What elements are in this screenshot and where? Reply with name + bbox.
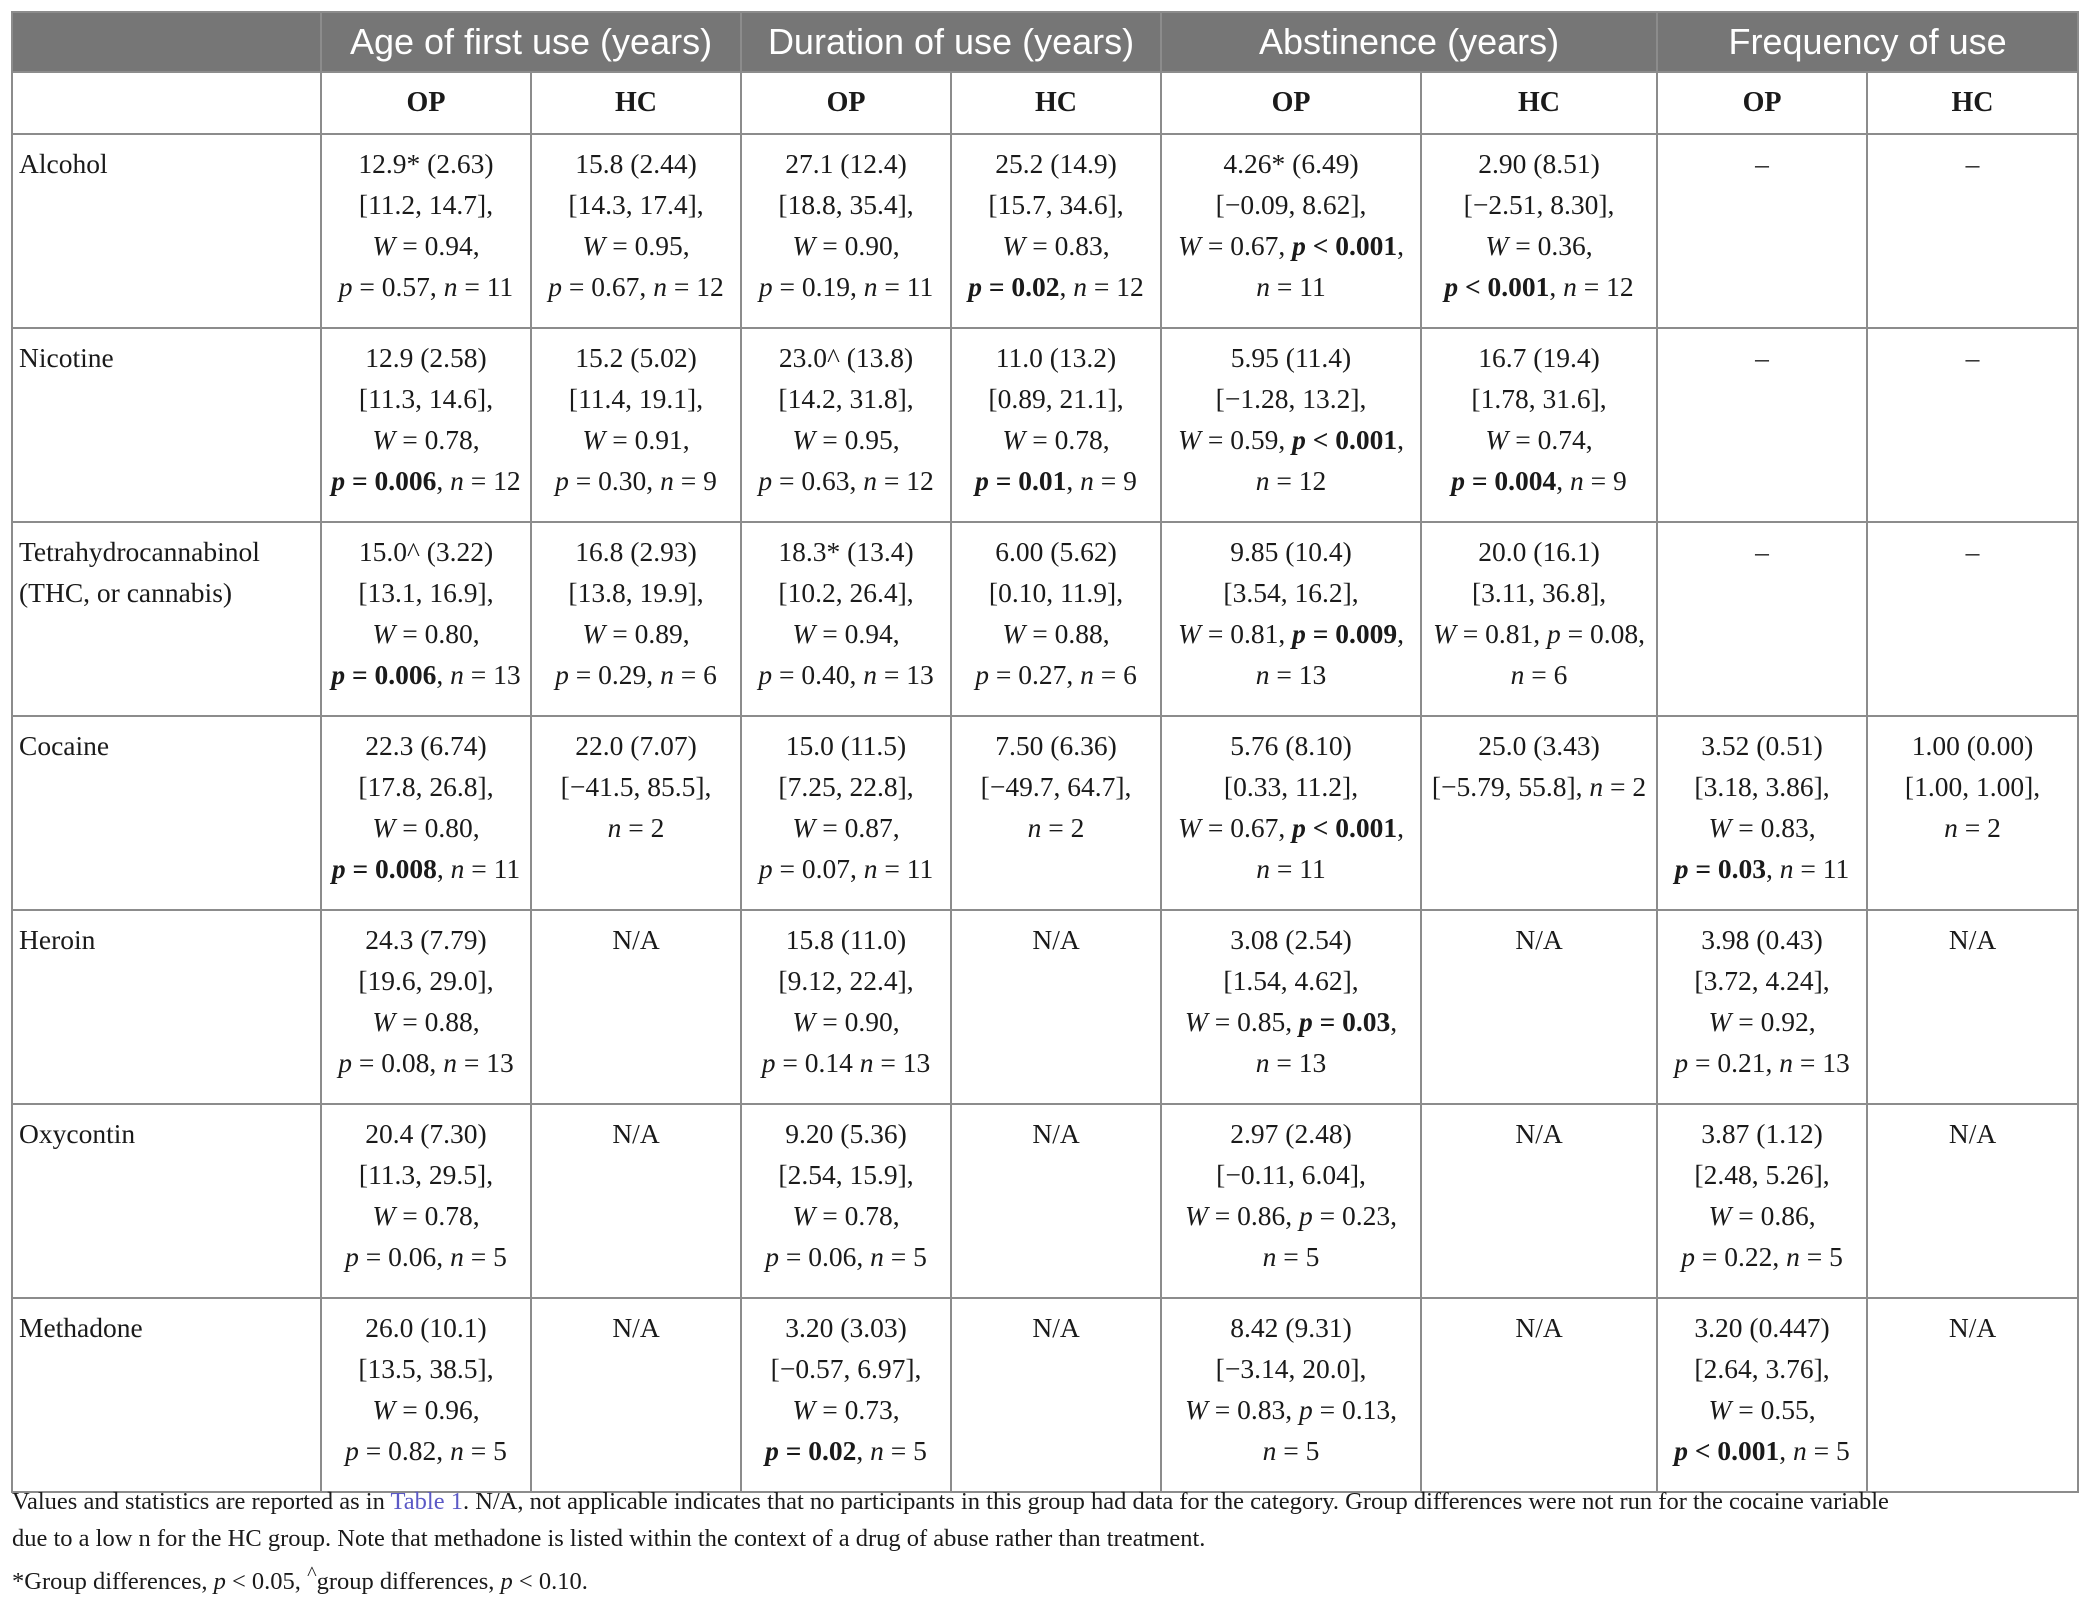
subheader-op: OP (741, 72, 951, 134)
cell-hc-age (531, 910, 741, 1104)
cell-line: W = 0.94, (792, 618, 900, 649)
cell-line: W = 0.96, (372, 1394, 480, 1425)
row-label (12, 134, 321, 328)
footnote-line-3: *Group differences, p < 0.05, ^group differences, p < 0.10. (12, 1563, 588, 1596)
subheader-hc: HC (1421, 72, 1657, 134)
cell-line: 5.76 (8.10) (1230, 730, 1352, 761)
cell-op-duration (741, 328, 951, 522)
cell-line: [1.78, 31.6], (1471, 383, 1607, 414)
cell-line: 25.0 (3.43) (1478, 730, 1600, 761)
row-label-line: Methadone (19, 1312, 143, 1343)
table-row (12, 1298, 2078, 1492)
cell-line: [−3.14, 20.0], (1215, 1353, 1367, 1384)
cell-line: 11.0 (13.2) (995, 342, 1117, 373)
cell-op-abstinence (1161, 716, 1421, 910)
cell-line: 12.9* (2.63) (358, 148, 494, 179)
cell-hc-duration (951, 910, 1161, 1104)
cell-line: [1.00, 1.00], (1904, 771, 2041, 802)
cell-hc-abstinence (1421, 134, 1657, 328)
cell-line: [0.89, 21.1], (988, 383, 1124, 414)
cell-hc-duration (951, 716, 1161, 910)
cell-op-abstinence (1161, 1298, 1421, 1492)
cell-line: 2.90 (8.51) (1478, 148, 1600, 179)
cell-line: [18.8, 35.4], (778, 189, 914, 220)
cell-hc-frequency (1867, 716, 2078, 910)
cell-line: p = 0.006, n = 13 (331, 659, 521, 690)
cell-line: 20.4 (7.30) (365, 1118, 487, 1149)
cell-line: 25.2 (14.9) (995, 148, 1117, 179)
table-row (12, 910, 2078, 1104)
cell-line: W = 0.90, (792, 230, 900, 261)
cell-line: W = 0.74, (1485, 424, 1593, 455)
cell-hc-duration (951, 134, 1161, 328)
cell-hc-abstinence (1421, 910, 1657, 1104)
cell-hc-frequency (1867, 1104, 2078, 1298)
cell-line: 15.8 (2.44) (575, 148, 697, 179)
cell-line: p = 0.03, n = 11 (1674, 853, 1850, 884)
subheader-hc: HC (951, 72, 1161, 134)
cell-line: – (1965, 148, 1980, 179)
row-label-line: Tetrahydrocannabinol (19, 536, 260, 567)
cell-line: [2.54, 15.9], (778, 1159, 914, 1190)
cell-line: [1.54, 4.62], (1223, 965, 1359, 996)
cell-line: p = 0.06, n = 5 (765, 1241, 927, 1272)
cell-line: – (1755, 342, 1769, 373)
row-label (12, 522, 321, 716)
cell-line: 9.20 (5.36) (785, 1118, 907, 1149)
cell-line: W = 0.78, (372, 424, 480, 455)
cell-line: [15.7, 34.6], (988, 189, 1124, 220)
row-label (12, 1298, 321, 1492)
cell-op-abstinence (1161, 328, 1421, 522)
cell-line: W = 0.95, (582, 230, 690, 261)
cell-op-frequency (1657, 910, 1867, 1104)
cell-op-abstinence (1161, 1104, 1421, 1298)
cell-line: n = 6 (1510, 659, 1568, 690)
cell-line: p = 0.06, n = 5 (345, 1241, 507, 1272)
cell-line: 16.7 (19.4) (1478, 342, 1600, 373)
cell-line: N/A (1032, 1118, 1080, 1149)
corner-cell (12, 12, 321, 72)
cell-line: [−49.7, 64.7], (980, 771, 1132, 802)
footnote-text: . N/A, not applicable indicates that no participants in this group had data for the category. Group differences were not run for the cocaine variable (462, 1488, 1889, 1515)
cell-line: p = 0.27, n = 6 (975, 659, 1137, 690)
footnote-line-2: due to a low n for the HC group. Note that methadone is listed within the context of a drug of abuse rather than treatment. (12, 1525, 1206, 1552)
cell-op-frequency (1657, 1298, 1867, 1492)
row-label (12, 716, 321, 910)
cell-line: W = 0.78, (372, 1200, 480, 1231)
cell-line: – (1965, 342, 1980, 373)
cell-line: 3.20 (3.03) (785, 1312, 907, 1343)
cell-line: 9.85 (10.4) (1230, 536, 1352, 567)
cell-line: N/A (1948, 1312, 1997, 1343)
row-label (12, 1104, 321, 1298)
row-label-line: (THC, or cannabis) (19, 577, 233, 608)
cell-line: W = 0.95, (792, 424, 900, 455)
cell-line: [11.3, 29.5], (358, 1159, 494, 1190)
cell-line: N/A (1515, 1312, 1563, 1343)
cell-line: – (1755, 536, 1769, 567)
cell-line: p = 0.08, n = 13 (338, 1047, 514, 1078)
cell-op-duration (741, 910, 951, 1104)
cell-line: [0.33, 11.2], (1223, 771, 1359, 802)
cell-hc-frequency (1867, 522, 2078, 716)
cell-hc-age (531, 716, 741, 910)
cell-op-abstinence (1161, 522, 1421, 716)
cell-line: [13.1, 16.9], (358, 577, 494, 608)
cell-line: N/A (1948, 924, 1997, 955)
cell-line: N/A (1515, 1118, 1563, 1149)
cell-line: [11.3, 14.6], (358, 383, 494, 414)
cell-line: 22.0 (7.07) (575, 730, 697, 761)
cell-line: W = 0.87, (792, 812, 900, 843)
cell-line: n = 5 (1262, 1435, 1320, 1466)
cell-line: p = 0.006, n = 12 (331, 465, 521, 496)
cell-op-frequency (1657, 328, 1867, 522)
row-label (12, 328, 321, 522)
cell-line: p = 0.22, n = 5 (1681, 1241, 1843, 1272)
cell-line: p < 0.001, n = 5 (1674, 1435, 1850, 1466)
header-abstinence: Abstinence (years) (1161, 12, 1657, 72)
cell-op-age (321, 134, 531, 328)
cell-line: p < 0.001, n = 12 (1444, 271, 1634, 302)
cell-line: – (1965, 536, 1980, 567)
cell-line: 3.87 (1.12) (1701, 1118, 1823, 1149)
cell-line: W = 0.88, (372, 1006, 480, 1037)
table-row (12, 328, 2078, 522)
cell-line: [−0.11, 6.04], (1216, 1159, 1366, 1190)
cell-op-age (321, 328, 531, 522)
cell-line: p = 0.02, n = 5 (765, 1435, 927, 1466)
subheader-hc: HC (1867, 72, 2078, 134)
cell-line: W = 0.91, (582, 424, 690, 455)
cell-line: 5.95 (11.4) (1230, 342, 1352, 373)
cell-line: n = 11 (1256, 853, 1326, 884)
cell-hc-abstinence (1421, 1298, 1657, 1492)
row-label-line: Cocaine (19, 730, 110, 761)
cell-line: 15.8 (11.0) (785, 924, 907, 955)
cell-line: W = 0.80, (372, 812, 480, 843)
footnote-line-1 (12, 1483, 1889, 1520)
table-row (12, 522, 2078, 716)
cell-line: [11.4, 19.1], (568, 383, 704, 414)
table-container (11, 11, 2077, 1493)
cell-line: p = 0.07, n = 11 (758, 853, 934, 884)
cell-hc-age (531, 328, 741, 522)
row-label-line: Alcohol (19, 148, 108, 179)
table-row (12, 134, 2078, 328)
cell-line: W = 0.92, (1708, 1006, 1816, 1037)
cell-line: 8.42 (9.31) (1230, 1312, 1352, 1343)
footnote-text: Values and statistics are reported as in (12, 1488, 391, 1515)
cell-line: N/A (612, 1312, 660, 1343)
subheader-hc: HC (531, 72, 741, 134)
cell-line: N/A (1948, 1118, 1997, 1149)
cell-line: [3.72, 4.24], (1694, 965, 1830, 996)
cell-op-duration (741, 716, 951, 910)
cell-line: n = 2 (1027, 812, 1085, 843)
cell-line: 2.97 (2.48) (1230, 1118, 1352, 1149)
cell-line: [11.2, 14.7], (358, 189, 494, 220)
table-1-link[interactable]: Table 1 (390, 1488, 463, 1515)
cell-hc-duration (951, 1298, 1161, 1492)
cell-hc-duration (951, 522, 1161, 716)
cell-line: W = 0.67, p < 0.001, (1178, 230, 1404, 261)
substance-use-table (11, 11, 2079, 1493)
group-header-row (12, 12, 2078, 72)
cell-line: [7.25, 22.8], (778, 771, 914, 802)
cell-line: n = 2 (607, 812, 665, 843)
table-row (12, 716, 2078, 910)
cell-hc-age (531, 1298, 741, 1492)
cell-line: 12.9 (2.58) (365, 342, 487, 373)
cell-line: W = 0.59, p < 0.001, (1178, 424, 1404, 455)
cell-op-frequency (1657, 716, 1867, 910)
cell-hc-frequency (1867, 910, 2078, 1104)
cell-line: 3.52 (0.51) (1701, 730, 1823, 761)
cell-line: W = 0.85, p = 0.03, (1184, 1006, 1398, 1037)
cell-line: 3.98 (0.43) (1701, 924, 1823, 955)
cell-hc-abstinence (1421, 716, 1657, 910)
cell-line: W = 0.86, (1708, 1200, 1816, 1231)
cell-op-abstinence (1161, 134, 1421, 328)
table-body (12, 134, 2078, 1492)
cell-line: p = 0.30, n = 9 (555, 465, 717, 496)
cell-line: 24.3 (7.79) (365, 924, 487, 955)
cell-line: N/A (612, 1118, 660, 1149)
cell-line: [3.18, 3.86], (1694, 771, 1830, 802)
cell-line: [2.48, 5.26], (1694, 1159, 1830, 1190)
cell-line: [9.12, 22.4], (778, 965, 914, 996)
cell-line: p = 0.40, n = 13 (758, 659, 934, 690)
cell-line: [−41.5, 85.5], (560, 771, 712, 802)
cell-line: [−0.57, 6.97], (770, 1353, 922, 1384)
cell-line: W = 0.78, (1002, 424, 1110, 455)
cell-line: 3.20 (0.447) (1694, 1312, 1830, 1343)
cell-line: 1.00 (0.00) (1911, 730, 2034, 761)
row-label-line: Nicotine (19, 342, 114, 373)
subgroup-header-row (12, 72, 2078, 134)
cell-line: p = 0.63, n = 12 (758, 465, 934, 496)
cell-hc-duration (951, 1104, 1161, 1298)
cell-op-frequency (1657, 1104, 1867, 1298)
cell-line: p = 0.14 n = 13 (761, 1047, 931, 1078)
cell-hc-abstinence (1421, 1104, 1657, 1298)
table-row (12, 1104, 2078, 1298)
cell-line: p = 0.004, n = 9 (1451, 465, 1627, 496)
cell-line: W = 0.94, (372, 230, 480, 261)
cell-line: 4.26* (6.49) (1223, 148, 1359, 179)
cell-line: p = 0.21, n = 13 (1674, 1047, 1850, 1078)
cell-line: W = 0.90, (792, 1006, 900, 1037)
cell-line: [10.2, 26.4], (778, 577, 914, 608)
cell-line: [2.64, 3.76], (1694, 1353, 1830, 1384)
cell-op-duration (741, 134, 951, 328)
cell-line: 20.0 (16.1) (1478, 536, 1600, 567)
cell-line: W = 0.83, (1002, 230, 1110, 261)
cell-line: n = 11 (1256, 271, 1326, 302)
cell-line: [17.8, 26.8], (358, 771, 494, 802)
cell-line: p = 0.82, n = 5 (345, 1435, 507, 1466)
cell-line: N/A (1515, 924, 1563, 955)
row-label-line: Heroin (19, 924, 96, 955)
cell-line: p = 0.02, n = 12 (968, 271, 1144, 302)
cell-line: [3.11, 36.8], (1471, 577, 1607, 608)
cell-hc-duration (951, 328, 1161, 522)
subheader-op: OP (1161, 72, 1421, 134)
cell-op-frequency (1657, 522, 1867, 716)
cell-line: N/A (1032, 1312, 1080, 1343)
cell-line: W = 0.83, (1708, 812, 1816, 843)
cell-line: 16.8 (2.93) (575, 536, 697, 567)
cell-line: [−1.28, 13.2], (1215, 383, 1367, 414)
cell-op-age (321, 716, 531, 910)
cell-line: n = 2 (1944, 812, 2001, 843)
cell-line: p = 0.57, n = 11 (338, 271, 514, 302)
cell-line: p = 0.67, n = 12 (548, 271, 724, 302)
row-label (12, 910, 321, 1104)
cell-line: N/A (612, 924, 660, 955)
cell-line: – (1755, 148, 1769, 179)
cell-hc-abstinence (1421, 328, 1657, 522)
cell-hc-frequency (1867, 1298, 2078, 1492)
cell-op-frequency (1657, 134, 1867, 328)
cell-line: W = 0.89, (582, 618, 690, 649)
cell-op-age (321, 522, 531, 716)
cell-line: 15.0^ (3.22) (358, 536, 494, 567)
cell-line: 26.0 (10.1) (365, 1312, 487, 1343)
cell-line: N/A (1032, 924, 1080, 955)
cell-line: p = 0.29, n = 6 (555, 659, 717, 690)
cell-line: p = 0.01, n = 9 (975, 465, 1137, 496)
subheader-op: OP (1657, 72, 1867, 134)
cell-line: W = 0.55, (1708, 1394, 1816, 1425)
header-age-first-use: Age of first use (years) (321, 12, 741, 72)
cell-op-age (321, 910, 531, 1104)
cell-line: [−0.09, 8.62], (1215, 189, 1367, 220)
cell-op-abstinence (1161, 910, 1421, 1104)
cell-line: p = 0.008, n = 11 (331, 853, 521, 884)
cell-line: [−2.51, 8.30], (1463, 189, 1615, 220)
cell-line: 7.50 (6.36) (995, 730, 1117, 761)
cell-op-duration (741, 1104, 951, 1298)
cell-op-age (321, 1104, 531, 1298)
cell-line: [14.3, 17.4], (568, 189, 704, 220)
cell-line: W = 0.67, p < 0.001, (1178, 812, 1404, 843)
cell-hc-abstinence (1421, 522, 1657, 716)
cell-line: [19.6, 29.0], (358, 965, 494, 996)
cell-line: W = 0.86, p = 0.23, (1184, 1200, 1398, 1231)
header-duration-of-use: Duration of use (years) (741, 12, 1161, 72)
cell-line: n = 13 (1255, 659, 1327, 690)
cell-line: [−5.79, 55.8], n = 2 (1431, 771, 1647, 802)
cell-line: 18.3* (13.4) (778, 536, 914, 567)
cell-hc-age (531, 522, 741, 716)
cell-hc-age (531, 1104, 741, 1298)
cell-line: W = 0.88, (1002, 618, 1110, 649)
cell-line: W = 0.81, p = 0.08, (1432, 618, 1646, 649)
cell-line: [13.5, 38.5], (358, 1353, 494, 1384)
cell-line: W = 0.81, p = 0.009, (1178, 618, 1404, 649)
cell-line: p = 0.19, n = 11 (758, 271, 934, 302)
cell-line: 3.08 (2.54) (1230, 924, 1352, 955)
cell-line: 22.3 (6.74) (365, 730, 487, 761)
cell-hc-age (531, 134, 741, 328)
cell-line: n = 5 (1262, 1241, 1320, 1272)
cell-hc-frequency (1867, 134, 2078, 328)
cell-op-duration (741, 1298, 951, 1492)
cell-line: W = 0.73, (792, 1394, 900, 1425)
corner-cell-sub (12, 72, 321, 134)
header-frequency-of-use: Frequency of use (1657, 12, 2078, 72)
cell-line: [0.10, 11.9], (988, 577, 1124, 608)
subheader-op: OP (321, 72, 531, 134)
cell-line: W = 0.36, (1485, 230, 1593, 261)
row-label-line: Oxycontin (19, 1118, 136, 1149)
cell-line: W = 0.80, (372, 618, 480, 649)
cell-line: 27.1 (12.4) (785, 148, 907, 179)
cell-line: n = 13 (1255, 1047, 1327, 1078)
cell-line: W = 0.78, (792, 1200, 900, 1231)
cell-op-duration (741, 522, 951, 716)
cell-line: [13.8, 19.9], (568, 577, 704, 608)
cell-line: W = 0.83, p = 0.13, (1184, 1394, 1398, 1425)
cell-line: [3.54, 16.2], (1223, 577, 1359, 608)
cell-op-age (321, 1298, 531, 1492)
cell-line: [14.2, 31.8], (778, 383, 914, 414)
cell-line: 15.2 (5.02) (575, 342, 697, 373)
cell-line: 23.0^ (13.8) (778, 342, 914, 373)
cell-line: 6.00 (5.62) (995, 536, 1117, 567)
cell-line: n = 12 (1255, 465, 1327, 496)
cell-line: 15.0 (11.5) (785, 730, 907, 761)
cell-hc-frequency (1867, 328, 2078, 522)
